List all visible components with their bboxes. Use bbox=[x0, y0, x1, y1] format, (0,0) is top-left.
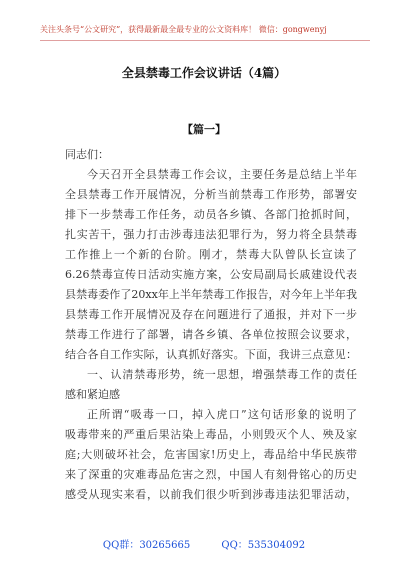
body-line: 排下一步禁毒工作任务，动员各乡镇、各部门抢抓时间， bbox=[65, 208, 357, 221]
body-line: 感和紧迫感 bbox=[65, 388, 120, 401]
promo-banner[interactable]: 关注头条号“公文研究”，获得最新最全最专业的公文资料库！ 微信：gongwenyj bbox=[40, 25, 327, 34]
footer-qq-number[interactable]: QQ：535304092 bbox=[221, 540, 306, 551]
greeting-text: 同志们： bbox=[65, 148, 109, 161]
section-heading: 【篇一】 bbox=[182, 123, 226, 136]
body-line: 县禁毒工作开展情况及存在问题进行了通报，并对下一步 bbox=[65, 308, 357, 321]
body-line: 结合各自工作实际，认真抓好落实。下面，我讲三点意见： bbox=[65, 348, 357, 361]
body-line: 扎实苦干，强力打击涉毒违法犯罪行为，努力将全县禁毒 bbox=[65, 228, 357, 241]
body-line: 吸毒带来的严重后果沾染上毒品，小则毁灭个人、殃及家 bbox=[65, 428, 357, 441]
body-line: 6.26禁毒宣传日活动实施方案，公安局副局长戚建设代表 bbox=[65, 268, 357, 281]
body-line: 来了深重的灾难毒品危害之烈，中国人有刻骨铭心的历史 bbox=[65, 468, 357, 481]
body-line: 禁毒工作进行了部署，请各乡镇、各单位按照会议要求， bbox=[65, 328, 357, 341]
body-line: 工作推上一个新的台阶。刚才，禁毒大队曾队长宣读了 bbox=[65, 248, 357, 261]
body-line: 感受从现实来看，以前我们很少听到涉毒违法犯罪活动， bbox=[65, 488, 357, 501]
footer-contact bbox=[0, 536, 408, 551]
body-line: 县禁毒委作了20xx年上半年禁毒工作报告，对今年上半年我 bbox=[65, 288, 357, 301]
body-line: 全县禁毒工作开展情况，分析当前禁毒工作形势，部署安 bbox=[65, 188, 357, 201]
body-line: 一、认清禁毒形势，统一思想，增强禁毒工作的责任 bbox=[87, 368, 357, 381]
body-line: 正所谓“吸毒一口，掉入虎口”这句话形象的说明了 bbox=[87, 408, 357, 421]
footer-qq-group[interactable]: QQ群：30265665 bbox=[102, 540, 191, 551]
body-line: 今天召开全县禁毒工作会议，主要任务是总结上半年 bbox=[87, 168, 357, 181]
document-title: 全县禁毒工作会议讲话（4篇） bbox=[121, 66, 287, 80]
header-divider bbox=[40, 40, 370, 41]
body-text bbox=[65, 165, 357, 505]
body-line: 庭;大则破坏社会，危害国家!历史上，毒品给中华民族带 bbox=[65, 448, 357, 461]
